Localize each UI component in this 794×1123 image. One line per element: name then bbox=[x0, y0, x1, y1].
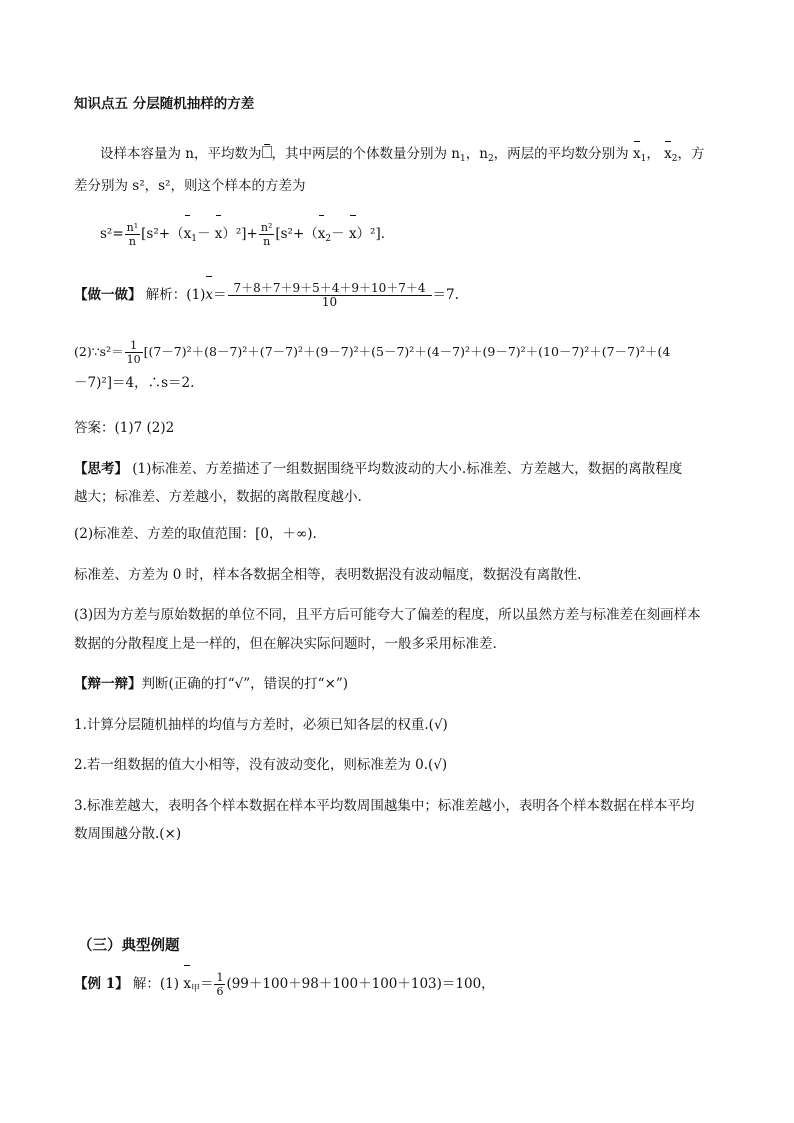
fraction-1-denominator: n bbox=[125, 234, 141, 248]
example-1-subscript: 甲 bbox=[190, 984, 200, 994]
practice-text1: 解析：(1) bbox=[145, 287, 206, 303]
thinking-line5: (3)因为方差与原始数据的单位不同，且平方后可能夸大了偏差的程度，所以虽然方差与标准差在刻画样本 bbox=[74, 607, 701, 623]
intro-text-b: ，其中两层的个体数量分别为 n bbox=[271, 146, 460, 162]
paragraph-intro-line1: 设样本容量为 n，平均数为 ，其中两层的个体数量分别为 $n_1$，$n_2$，两层的平均数分别为 $x_1$， $x_2$，方 bbox=[100, 146, 705, 164]
practice-variance-terms: [(7－7)²＋(8－7)²＋(7－7)²＋(9－7)²＋(5－7)²＋(4－7)²＋(9－7)²＋(10－7)²＋(7－7)²＋(4 bbox=[143, 344, 671, 359]
mean-symbol bbox=[262, 146, 272, 158]
example-1-numerator: 1 bbox=[216, 971, 224, 984]
practice-line2 bbox=[74, 337, 670, 367]
example-1-text1: 解：(1) bbox=[128, 976, 180, 992]
example-1-fraction bbox=[214, 971, 225, 998]
practice-mean-fraction bbox=[228, 282, 432, 309]
judge-intro: 判断(正确的打“√”，错误的打“×”) bbox=[141, 676, 349, 692]
examples-heading: （三）典型例题 bbox=[78, 937, 180, 954]
thinking-line4: 标准差、方差为 0 时，样本各数据全相等，表明数据没有波动幅度，数据没有离散性. bbox=[74, 567, 582, 583]
intro-text-d: ，方 bbox=[677, 146, 705, 162]
formula-fraction-2 bbox=[259, 221, 275, 248]
practice-label: 【做一做】 bbox=[74, 287, 142, 303]
practice-variance-lhs: (2)∵s²＝ bbox=[74, 344, 124, 359]
example-1-text2: (99＋100＋98＋100＋100＋103)＝100， bbox=[226, 976, 495, 992]
judge-item-2: 2.若一组数据的值大小相等，没有波动变化，则标准差为 0.(√) bbox=[74, 757, 448, 773]
thinking-text1: (1)标准差、方差描述了一组数据围绕平均数波动的大小.标准差、方差越大，数据的离散程度 bbox=[128, 461, 683, 477]
practice-result: ＝7. bbox=[432, 287, 459, 303]
variance-formula: s²= $\frac{\text{n¹}}{n}$ $[s^2+(x_1- x)^2]+$ $\frac{\text{n²}}{n}$ $[s^2+(x_2- x)^2]$． bbox=[100, 218, 394, 255]
variance-denominator: 10 bbox=[126, 353, 141, 366]
thinking-line2: 越大；标准差、方差越小，数据的离散程度越小. bbox=[74, 489, 362, 505]
formula-part1: [s²+（ bbox=[141, 226, 184, 242]
paragraph-intro-line2: 差分别为 s²，s²，则这个样本的方差为 bbox=[74, 178, 306, 194]
fraction-2-denominator: n bbox=[259, 234, 275, 248]
judge-item-3a: 3.标准差越大，表明各个样本数据在样本平均数周围越集中；标准差越小，表明各个样本数据在样本平均 bbox=[74, 798, 695, 814]
practice-answer: 答案：(1)7 (2)2 bbox=[74, 420, 175, 436]
example-1-denominator: 6 bbox=[216, 985, 224, 998]
formula-fraction-1 bbox=[125, 221, 141, 248]
intro-text-c: ，两层的平均数分别为 bbox=[493, 146, 629, 162]
practice-denominator: 10 bbox=[228, 295, 432, 309]
formula-part2: ）²]+ bbox=[222, 226, 258, 242]
judge-label: 【辩一辩】 bbox=[74, 676, 142, 692]
judge-item-3b: 数周围越分散.(×) bbox=[74, 826, 182, 842]
judge-heading bbox=[74, 674, 348, 694]
formula-lhs: s²= bbox=[100, 226, 124, 242]
intro-text-a: 设样本容量为 n，平均数为 bbox=[100, 146, 262, 162]
formula-part3: [s²+（ bbox=[275, 226, 318, 242]
section-title: 知识点五 分层随机抽样的方差 bbox=[74, 96, 255, 112]
mean-x1: x bbox=[632, 146, 641, 162]
fraction-2-numerator: n² bbox=[260, 221, 273, 234]
fraction-1-numerator: n¹ bbox=[126, 221, 139, 234]
practice-line3: －7)²]＝4，∴s＝2. bbox=[74, 375, 195, 391]
thinking-line1 bbox=[74, 459, 682, 479]
practice-numerator: 7＋8＋7＋9＋5＋4＋9＋10＋7＋4 bbox=[233, 281, 426, 295]
example-1-line: 【例 1】 解：(1) $x_甲=$ $\frac{1}{6}$ (99＋100＋98＋100＋100＋103)＝100， bbox=[74, 968, 495, 1005]
example-1-label: 【例 1】 bbox=[74, 976, 129, 992]
mean-x2: x bbox=[664, 146, 672, 162]
judge-item-1: 1.计算分层随机抽样的均值与方差时，必须已知各层的权重.(√) bbox=[74, 717, 448, 733]
variance-numerator: 1 bbox=[130, 339, 138, 352]
thinking-label: 【思考】 bbox=[74, 461, 128, 477]
thinking-line6: 数据的分散程度上是一样的，但在解决实际问题时，一般多采用标准差. bbox=[74, 636, 497, 652]
practice-variance-fraction bbox=[125, 339, 143, 366]
formula-part4: ）²]． bbox=[356, 226, 395, 242]
practice-line1: 【做一做】 解析：(1)x＝ $\frac{7+8+7+9+5+4+9+10+7+4}{10}$ ＝7. bbox=[74, 281, 459, 309]
thinking-line3: (2)标准差、方差的取值范围：[0，＋∞). bbox=[74, 526, 317, 542]
